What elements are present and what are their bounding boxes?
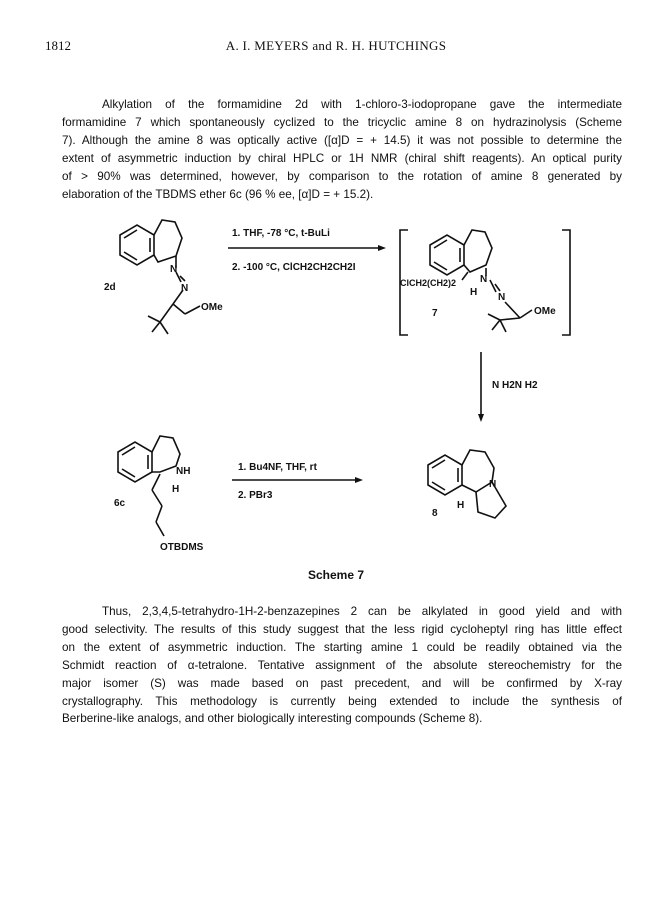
atom-H: H bbox=[457, 500, 465, 511]
atom-N: N bbox=[181, 283, 189, 294]
text-line: good selectivity. The results of this study suggest that the less rigid cycloheptyl ring has little effect bbox=[62, 622, 622, 636]
paragraph-conclusion bbox=[62, 603, 622, 728]
structure-6c bbox=[118, 436, 180, 536]
text-line: formamidine 7 which spontaneously cyclized to the tricyclic amine 8 on hydrazinolysis (Scheme bbox=[62, 115, 622, 129]
text-line: of > 90% was determined, however, by comparison to the rotation of amine 8 generated by bbox=[62, 169, 622, 183]
atom-OTBDMS: OTBDMS bbox=[160, 542, 204, 553]
text-line: Alkylation of the formamidine 2d with 1-chloro-3-iodopropane gave the intermediate bbox=[102, 98, 622, 111]
right-bracket bbox=[562, 230, 570, 335]
paragraph-alkylation bbox=[62, 96, 622, 203]
atom-N: N bbox=[480, 274, 488, 285]
substituent-chloropropyl: ClCH2(CH2)2 bbox=[400, 278, 457, 288]
scheme-caption: Scheme 7 bbox=[307, 568, 365, 582]
atom-OMe: OMe bbox=[201, 302, 223, 313]
scheme-drawing bbox=[0, 210, 672, 590]
page-header bbox=[0, 38, 672, 58]
running-title: A. I. MEYERS and R. H. HUTCHINGS bbox=[225, 38, 447, 53]
text-line: Thus, 2,3,4,5-tetrahydro-1H-2-benzazepines 2 can be alkylated in good yield and with bbox=[102, 605, 622, 618]
atom-H: H bbox=[470, 287, 478, 298]
arrowhead bbox=[378, 245, 386, 251]
text-line: crystallography. This methodology is currently being extended to include the synthesis of bbox=[62, 694, 622, 708]
structure-2d bbox=[120, 220, 200, 334]
text-line: Schmidt reaction of α-tetralone. Tentative assignment of the absolute stereochemistry for the bbox=[62, 658, 622, 672]
scheme-7-figure bbox=[0, 210, 672, 590]
atom-NH: NH bbox=[176, 466, 191, 477]
label-7: 7 bbox=[432, 308, 438, 319]
arrowhead bbox=[478, 414, 484, 422]
reagent-line: 2. PBr3 bbox=[238, 490, 273, 501]
atom-N: N bbox=[489, 479, 497, 490]
reagent-line: 2. -100 °C, ClCH2CH2CH2I bbox=[232, 262, 356, 273]
text-line: major isomer (S) was made based on past precedent, and will be confirmed by X-ray bbox=[62, 676, 622, 690]
text-line: on the extent of asymmetric induction. The starting amine 1 could be readily obtained via the bbox=[62, 640, 622, 654]
text-line: extent of asymmetric induction by chiral HPLC or 1H NMR (chiral shift reagents). An optical purity bbox=[62, 151, 622, 165]
arrowhead bbox=[355, 477, 363, 483]
text-line: Berberine-like analogs, and other biologically interesting compounds (Scheme 8). bbox=[62, 712, 483, 726]
atom-N: N bbox=[498, 292, 506, 303]
reagent-line: 1. THF, -78 °C, t-BuLi bbox=[232, 228, 330, 239]
reagent-line: 1. Bu4NF, THF, rt bbox=[238, 462, 317, 473]
atom-H: H bbox=[172, 484, 180, 495]
atom-OMe: OMe bbox=[534, 306, 556, 317]
text-line: elaboration of the TBDMS ether 6c (96 % ee, [α]D = + 15.2). bbox=[62, 187, 374, 201]
text-line: 7). Although the amine 8 was optically active ([α]D = + 14.5) it was not possible to determine the bbox=[62, 133, 622, 147]
label-2d: 2d bbox=[104, 282, 116, 293]
label-6c: 6c bbox=[114, 498, 126, 509]
atom-N: N bbox=[170, 264, 178, 275]
page-number: 1812 bbox=[45, 38, 71, 53]
label-8: 8 bbox=[432, 508, 438, 519]
reagent-hydrazine: N H2N H2 bbox=[492, 380, 538, 391]
